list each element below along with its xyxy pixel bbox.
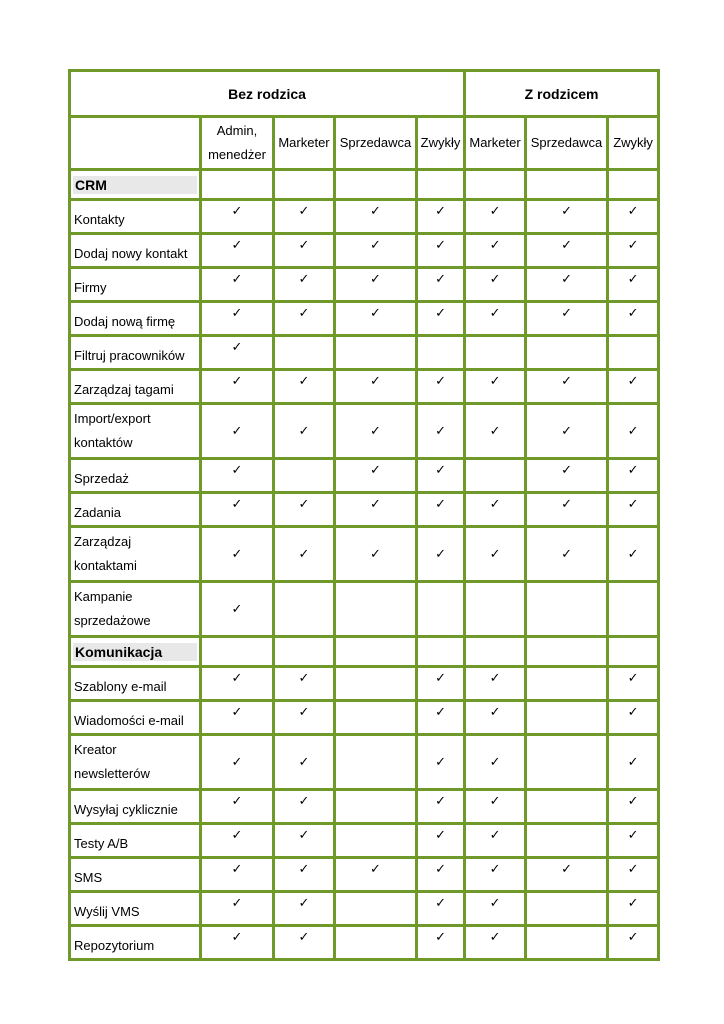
check-mark-icon: ✓: [608, 667, 659, 701]
feature-label: Wyślij VMS: [70, 892, 201, 926]
feature-label-line: kontaktów: [74, 435, 133, 450]
section-title: Komunikacja: [73, 643, 197, 661]
empty-cell: [201, 170, 274, 200]
role-header-admin-line-1: Admin,: [216, 123, 258, 138]
feature-label: SMS: [70, 858, 201, 892]
check-mark-icon: ✓: [274, 701, 335, 735]
feature-label-line: Kampanie: [74, 589, 133, 604]
permissions-table: [68, 69, 660, 961]
check-mark-icon: ✓: [201, 459, 274, 493]
empty-cell: [608, 582, 659, 637]
role-header-zwykly: Zwykły: [417, 117, 465, 170]
check-mark-icon: ✓: [417, 735, 465, 790]
section-title: CRM: [73, 176, 197, 194]
empty-cell: [526, 892, 608, 926]
empty-cell: [335, 824, 417, 858]
role-header-sprzedawca-parent: Sprzedawca: [526, 117, 608, 170]
table-row: [70, 404, 659, 459]
feature-label: Sprzedaż: [70, 459, 201, 493]
table-row: [70, 735, 659, 790]
check-mark-icon: ✓: [608, 892, 659, 926]
empty-cell: [335, 926, 417, 960]
check-mark-icon: ✓: [417, 404, 465, 459]
check-mark-icon: ✓: [201, 200, 274, 234]
check-mark-icon: ✓: [417, 370, 465, 404]
table-row: [70, 493, 659, 527]
role-header-marketer: Marketer: [274, 117, 335, 170]
check-mark-icon: ✓: [526, 404, 608, 459]
check-mark-icon: ✓: [274, 370, 335, 404]
check-mark-icon: ✓: [201, 370, 274, 404]
check-mark-icon: ✓: [417, 200, 465, 234]
role-header-admin: [201, 117, 274, 170]
table-row: [70, 858, 659, 892]
check-mark-icon: ✓: [417, 459, 465, 493]
feature-label-line: kontaktami: [74, 558, 137, 573]
check-mark-icon: ✓: [608, 200, 659, 234]
empty-cell: [335, 336, 417, 370]
check-mark-icon: ✓: [335, 200, 417, 234]
check-mark-icon: ✓: [526, 493, 608, 527]
feature-label-line: Kreator: [74, 742, 117, 757]
empty-cell: [526, 336, 608, 370]
check-mark-icon: ✓: [465, 370, 526, 404]
check-mark-icon: ✓: [274, 493, 335, 527]
check-mark-icon: ✓: [274, 926, 335, 960]
feature-label-line: sprzedażowe: [74, 613, 151, 628]
check-mark-icon: ✓: [465, 926, 526, 960]
check-mark-icon: ✓: [201, 790, 274, 824]
check-mark-icon: ✓: [274, 268, 335, 302]
empty-cell: [465, 637, 526, 667]
role-header-marketer-parent: Marketer: [465, 117, 526, 170]
check-mark-icon: ✓: [526, 370, 608, 404]
group-header-row: [70, 71, 659, 117]
check-mark-icon: ✓: [417, 701, 465, 735]
check-mark-icon: ✓: [201, 527, 274, 582]
feature-label: Dodaj nową firmę: [70, 302, 201, 336]
check-mark-icon: ✓: [608, 459, 659, 493]
check-mark-icon: ✓: [335, 404, 417, 459]
empty-cell: [608, 336, 659, 370]
empty-cell: [274, 336, 335, 370]
check-mark-icon: ✓: [526, 234, 608, 268]
feature-label: Testy A/B: [70, 824, 201, 858]
table-row: [70, 926, 659, 960]
check-mark-icon: ✓: [608, 268, 659, 302]
check-mark-icon: ✓: [526, 527, 608, 582]
check-mark-icon: ✓: [608, 701, 659, 735]
check-mark-icon: ✓: [608, 858, 659, 892]
check-mark-icon: ✓: [417, 892, 465, 926]
check-mark-icon: ✓: [201, 892, 274, 926]
role-header-admin-line-2: menedżer: [208, 147, 266, 162]
check-mark-icon: ✓: [526, 459, 608, 493]
empty-cell: [335, 892, 417, 926]
empty-cell: [335, 170, 417, 200]
check-mark-icon: ✓: [608, 404, 659, 459]
check-mark-icon: ✓: [465, 200, 526, 234]
table-row: [70, 336, 659, 370]
empty-cell: [465, 582, 526, 637]
check-mark-icon: ✓: [274, 892, 335, 926]
table-row: [70, 892, 659, 926]
feature-label: [70, 735, 201, 790]
empty-cell: [526, 790, 608, 824]
check-mark-icon: ✓: [201, 858, 274, 892]
empty-cell: [274, 582, 335, 637]
empty-cell: [608, 637, 659, 667]
check-mark-icon: ✓: [465, 234, 526, 268]
role-header-row: [70, 117, 659, 170]
check-mark-icon: ✓: [417, 858, 465, 892]
empty-cell: [526, 637, 608, 667]
section-row: [70, 637, 659, 667]
empty-cell: [465, 170, 526, 200]
check-mark-icon: ✓: [417, 302, 465, 336]
table-row: [70, 459, 659, 493]
check-mark-icon: ✓: [417, 824, 465, 858]
table-row: [70, 582, 659, 637]
check-mark-icon: ✓: [201, 404, 274, 459]
section-row: [70, 170, 659, 200]
empty-cell: [526, 582, 608, 637]
empty-cell: [335, 735, 417, 790]
check-mark-icon: ✓: [335, 268, 417, 302]
empty-cell: [417, 582, 465, 637]
empty-cell: [465, 459, 526, 493]
check-mark-icon: ✓: [465, 667, 526, 701]
check-mark-icon: ✓: [465, 493, 526, 527]
feature-label: Kontakty: [70, 200, 201, 234]
empty-cell: [526, 735, 608, 790]
check-mark-icon: ✓: [201, 926, 274, 960]
check-mark-icon: ✓: [201, 582, 274, 637]
check-mark-icon: ✓: [335, 302, 417, 336]
check-mark-icon: ✓: [335, 493, 417, 527]
feature-label: [70, 582, 201, 637]
empty-cell: [608, 170, 659, 200]
check-mark-icon: ✓: [274, 527, 335, 582]
check-mark-icon: ✓: [608, 926, 659, 960]
check-mark-icon: ✓: [274, 667, 335, 701]
feature-label: [70, 527, 201, 582]
table-row: [70, 790, 659, 824]
check-mark-icon: ✓: [608, 493, 659, 527]
check-mark-icon: ✓: [417, 268, 465, 302]
feature-label: [70, 404, 201, 459]
feature-label: Filtruj pracowników: [70, 336, 201, 370]
feature-label: Wiadomości e-mail: [70, 701, 201, 735]
check-mark-icon: ✓: [201, 824, 274, 858]
check-mark-icon: ✓: [201, 701, 274, 735]
check-mark-icon: ✓: [335, 527, 417, 582]
role-header-sprzedawca: Sprzedawca: [335, 117, 417, 170]
section-title-cell: [70, 637, 201, 667]
table-row: [70, 667, 659, 701]
feature-label: Zarządzaj tagami: [70, 370, 201, 404]
feature-label: Firmy: [70, 268, 201, 302]
empty-cell: [417, 637, 465, 667]
corner-cell: [70, 117, 201, 170]
check-mark-icon: ✓: [608, 527, 659, 582]
check-mark-icon: ✓: [335, 459, 417, 493]
check-mark-icon: ✓: [608, 302, 659, 336]
empty-cell: [201, 637, 274, 667]
check-mark-icon: ✓: [417, 234, 465, 268]
check-mark-icon: ✓: [274, 824, 335, 858]
check-mark-icon: ✓: [335, 234, 417, 268]
empty-cell: [274, 170, 335, 200]
empty-cell: [417, 336, 465, 370]
check-mark-icon: ✓: [608, 234, 659, 268]
section-title-cell: [70, 170, 201, 200]
empty-cell: [335, 790, 417, 824]
check-mark-icon: ✓: [201, 234, 274, 268]
check-mark-icon: ✓: [465, 824, 526, 858]
check-mark-icon: ✓: [608, 735, 659, 790]
empty-cell: [335, 701, 417, 735]
check-mark-icon: ✓: [274, 790, 335, 824]
table-row: [70, 268, 659, 302]
empty-cell: [417, 170, 465, 200]
check-mark-icon: ✓: [201, 268, 274, 302]
check-mark-icon: ✓: [335, 858, 417, 892]
check-mark-icon: ✓: [417, 667, 465, 701]
check-mark-icon: ✓: [465, 892, 526, 926]
check-mark-icon: ✓: [608, 824, 659, 858]
empty-cell: [465, 336, 526, 370]
group-without-parent-header: Bez rodzica: [70, 71, 465, 117]
check-mark-icon: ✓: [274, 302, 335, 336]
feature-label-line: Zarządzaj: [74, 534, 132, 549]
check-mark-icon: ✓: [465, 790, 526, 824]
check-mark-icon: ✓: [526, 268, 608, 302]
check-mark-icon: ✓: [608, 370, 659, 404]
table-row: [70, 200, 659, 234]
empty-cell: [274, 637, 335, 667]
check-mark-icon: ✓: [417, 926, 465, 960]
table-row: [70, 527, 659, 582]
check-mark-icon: ✓: [274, 234, 335, 268]
empty-cell: [526, 926, 608, 960]
check-mark-icon: ✓: [274, 735, 335, 790]
check-mark-icon: ✓: [201, 336, 274, 370]
role-header-zwykly-parent: Zwykły: [608, 117, 659, 170]
check-mark-icon: ✓: [201, 493, 274, 527]
check-mark-icon: ✓: [465, 404, 526, 459]
check-mark-icon: ✓: [526, 200, 608, 234]
check-mark-icon: ✓: [201, 302, 274, 336]
check-mark-icon: ✓: [465, 302, 526, 336]
check-mark-icon: ✓: [201, 735, 274, 790]
feature-label: Wysyłaj cyklicznie: [70, 790, 201, 824]
table-row: [70, 302, 659, 336]
table-row: [70, 824, 659, 858]
table-row: [70, 701, 659, 735]
group-with-parent-header: Z rodzicem: [465, 71, 659, 117]
empty-cell: [335, 667, 417, 701]
empty-cell: [274, 459, 335, 493]
table-row: [70, 234, 659, 268]
check-mark-icon: ✓: [335, 370, 417, 404]
empty-cell: [335, 582, 417, 637]
feature-label: Dodaj nowy kontakt: [70, 234, 201, 268]
table-row: [70, 370, 659, 404]
check-mark-icon: ✓: [465, 527, 526, 582]
check-mark-icon: ✓: [274, 404, 335, 459]
check-mark-icon: ✓: [465, 735, 526, 790]
check-mark-icon: ✓: [526, 858, 608, 892]
empty-cell: [526, 701, 608, 735]
empty-cell: [526, 667, 608, 701]
feature-label: Zadania: [70, 493, 201, 527]
check-mark-icon: ✓: [417, 493, 465, 527]
check-mark-icon: ✓: [465, 268, 526, 302]
check-mark-icon: ✓: [465, 701, 526, 735]
check-mark-icon: ✓: [465, 858, 526, 892]
empty-cell: [526, 170, 608, 200]
check-mark-icon: ✓: [274, 858, 335, 892]
empty-cell: [526, 824, 608, 858]
empty-cell: [335, 637, 417, 667]
feature-label-line: newsletterów: [74, 766, 150, 781]
feature-label: Repozytorium: [70, 926, 201, 960]
check-mark-icon: ✓: [201, 667, 274, 701]
feature-label: Szablony e-mail: [70, 667, 201, 701]
check-mark-icon: ✓: [417, 790, 465, 824]
check-mark-icon: ✓: [526, 302, 608, 336]
check-mark-icon: ✓: [417, 527, 465, 582]
feature-label-line: Import/export: [74, 411, 151, 426]
check-mark-icon: ✓: [274, 200, 335, 234]
check-mark-icon: ✓: [608, 790, 659, 824]
